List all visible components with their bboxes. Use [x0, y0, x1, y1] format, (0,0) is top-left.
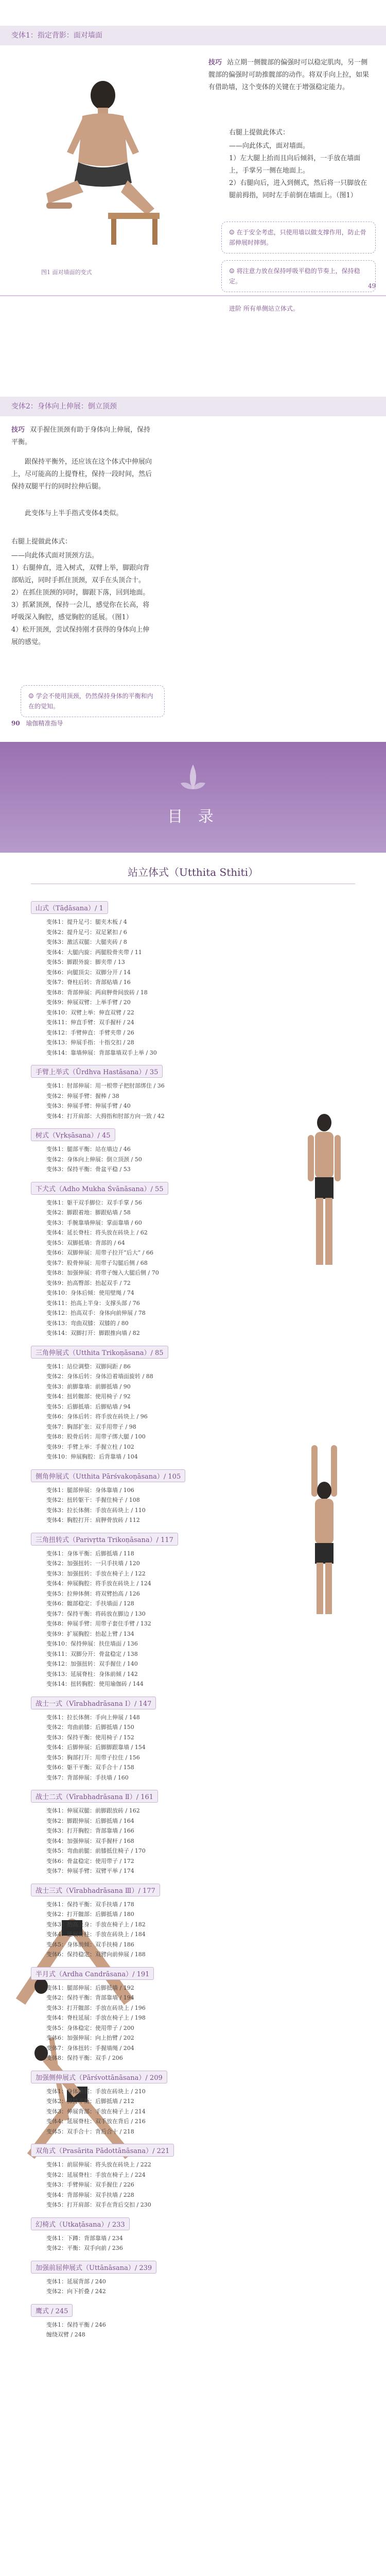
toc-entry[interactable]: 变体12：手臂伸直：手臂夹带 / 26	[46, 1029, 134, 1036]
toc-entry[interactable]: 变体6：骨盆稳定：使用带子 / 172	[46, 1857, 134, 1865]
toc-entry[interactable]: 变体2：身体向上伸展：倒立顶颈 / 50	[46, 1156, 142, 1163]
toc-entry[interactable]: 变体1：保持平衡：双手扶墙 / 178	[46, 1901, 134, 1908]
steps-list	[11, 550, 155, 649]
intro-body: 站立期一侧髋部的偏强时可以稳定肌肉，另一侧髋部的偏强时可助推髋部的动作。将双手向上拉，如果有借助墙，这个变体的关键在于增强稳定能力。	[208, 59, 370, 91]
toc-entry[interactable]: 变体3：打开髋部：手放在砖块上 / 196	[46, 2004, 146, 2011]
page-two	[0, 337, 386, 742]
toc-entry[interactable]: 变体2：延展脊柱：手放在椅子上 / 224	[46, 2171, 146, 2178]
toc-entry[interactable]: 变体6：躯干平衡：双手合十 / 158	[46, 1764, 134, 1771]
toc-entry[interactable]: 变体3：伸展手臂：伸展手臂 / 40	[46, 1103, 131, 1109]
steps-list	[229, 140, 371, 202]
toc-entry[interactable]: 变体3：伸展背部：手放在椅子上 / 214	[46, 2108, 146, 2115]
page-book-tag: 瑜伽精准指导	[26, 720, 63, 727]
footer-rule	[0, 295, 386, 296]
page-number	[11, 719, 63, 727]
toc-entry[interactable]: 变体13：弯曲双膝：双膝的 / 80	[46, 1319, 129, 1327]
toc-entry[interactable]: 变体1：肘部伸展：用一根带子把肘部绑住 / 36	[46, 1082, 165, 1089]
intro-text	[208, 57, 371, 94]
toc-section-heading[interactable]: 下犬式（Adho Mukha Śvānāsana）/ 55	[31, 1182, 168, 1195]
toc-entry[interactable]: 变体5：拉伸体侧：将双臂抬高 / 126	[46, 1590, 140, 1597]
toc-entry[interactable]: 变体3：激活双腿：大腿夹砖 / 8	[46, 939, 127, 945]
arms-up-figure	[296, 1445, 353, 1615]
toc-section-heading[interactable]: 加强前屈伸展式（Uttānāsana）/ 239	[31, 2261, 156, 2274]
chapter-heading: 站立体式（Utthita Sthiti）	[128, 866, 258, 878]
toc-entry[interactable]: 变体9：伸展双臂：上举手臂 / 20	[46, 999, 131, 1006]
toc-entry[interactable]: 变体8：伸展手臂：用带子套住手臂 / 132	[46, 1620, 151, 1627]
toc-section-heading[interactable]: 双角式（Prasārita Pādottānāsana）/ 221	[31, 2144, 174, 2157]
toc-entry[interactable]: 变体4：延展脊柱：手放在砖块上 / 184	[46, 1931, 146, 1938]
steps-title: 右腿上提做此体式：	[229, 129, 290, 137]
toc-entry[interactable]: 变体12：加强扭转：双手握住 / 140	[46, 1660, 138, 1667]
page-number-value: 90	[11, 720, 20, 727]
toc-section-heading[interactable]: 幻椅式（Utkaṭāsana）/ 233	[31, 2217, 130, 2230]
toc-entry[interactable]: 变体1：腿部伸展：身体靠墙 / 106	[46, 1486, 134, 1494]
toc-entry[interactable]: 变体11：伸直手臂：双手握杆 / 24	[46, 1019, 134, 1026]
toc-entry[interactable]: 变体3：保持平衡：使用椅子 / 152	[46, 1734, 134, 1741]
toc-entry[interactable]: 变体1：伸展双腿：前脚跟放砖 / 162	[46, 1807, 140, 1814]
intro-text	[11, 424, 155, 449]
toc-entry[interactable]: 变体3：抬高上身：手放在椅子上 / 182	[46, 1921, 146, 1928]
toc-entry[interactable]: 变体13：延展脊柱：身体前倾 / 142	[46, 1670, 138, 1677]
toc-entry[interactable]: 变体3：加强扭转：手放在椅子上 / 122	[46, 1570, 146, 1577]
intro-label: 技巧	[208, 59, 222, 66]
toc-entry[interactable]: 变体2：提升足弓：双足紧扣 / 6	[46, 928, 127, 936]
toc-entry[interactable]: 变体7：保持平衡：将砖放在脚边 / 130	[46, 1610, 146, 1617]
step-item: ——向此体式面对顶颈方法。	[11, 552, 99, 560]
step-item: 2）右腿向后，进入到侧式，然后将一只脚放在腿前拇指，同时左手前倒在墙面上。（图1）	[229, 179, 367, 199]
toc-entry[interactable]: 变体8：保持平衡：双手 / 206	[46, 2055, 123, 2061]
toc-entry[interactable]: 变体14：靠墙伸展：背部靠墙双手上举 / 30	[46, 1049, 157, 1056]
toc-body	[0, 853, 386, 2576]
toc-entry[interactable]: 变体1：延展背部 / 240	[46, 2278, 106, 2285]
figure-caption: 图1 面对墙面的变式	[41, 269, 92, 276]
toc-entry[interactable]: 变体2：向下折叠 / 242	[46, 2288, 106, 2295]
advance-note: 进阶 所有单侧站立体式。	[229, 305, 299, 312]
toc-entry[interactable]: 变体1：下蹲：背部靠墙 / 234	[46, 2234, 123, 2242]
toc-entry[interactable]: 变体5：双脚抵墙：背部的 / 64	[46, 1239, 125, 1246]
toc-entry[interactable]: 变体1：身体平衡：后脚抵墙 / 118	[46, 1550, 134, 1557]
body-paragraph: 此变体与上半手指式变体4类似。	[25, 510, 123, 517]
toc-entry[interactable]: 变体8：加强伸展：将带子缠入大腿后侧 / 70	[46, 1269, 159, 1276]
toc-entry[interactable]: 变体1：腿部伸展：后脚抵墙 / 192	[46, 1984, 134, 1991]
toc-entry[interactable]: 变体4：加强伸展：双手握杆 / 168	[46, 1837, 134, 1844]
toc-entry[interactable]: 变体3：手臂伸展：双手握住 / 226	[46, 2181, 134, 2188]
toc-entry[interactable]: 变体8：背部伸展：两肩胛骨间放砖 / 18	[46, 989, 148, 996]
toc-entry[interactable]: 变体1：身体前屈：手放在砖块上 / 210	[46, 2088, 146, 2095]
toc-entry[interactable]: 变体6：保持稳定：双臂向前伸展 / 188	[46, 1951, 146, 1958]
toc-entry[interactable]: 变体3：打开胸腔：背部靠墙 / 166	[46, 1827, 134, 1834]
toc-entry[interactable]: 变体7：背部伸展：手扶墙 / 160	[46, 1774, 129, 1781]
toc-entry[interactable]: 变体2：扭转躯干：手握住椅子 / 108	[46, 1497, 140, 1503]
toc-entry[interactable]: 变体1：前屈伸展：将头放在砖块上 / 222	[46, 2161, 151, 2168]
toc-entry[interactable]: 变体10：双臂上举：伸直双臂 / 22	[46, 1009, 134, 1016]
toc-entry[interactable]: 变体12：抬高双手：身体向前伸展 / 78	[46, 1310, 146, 1316]
toc-entry[interactable]: 变体4：打开肩部：大拇指和肘部方向一致 / 42	[46, 1112, 165, 1120]
toc-entry[interactable]: 变体9：扩展胸腔：抬起上臂 / 134	[46, 1630, 134, 1637]
toc-entry[interactable]: 变体10：身体后倾：使用壁绳 / 74	[46, 1290, 134, 1296]
step-item: 2）在抓住顶颈的同时，脚跟下落，回到地面。	[11, 589, 150, 597]
toc-entry[interactable]: 缠绕双臂 / 248	[46, 2331, 85, 2338]
toc-entry[interactable]: 变体6：加强伸展：向上抬臂 / 202	[46, 2035, 134, 2041]
toc-section-heading[interactable]: 侧角伸展式（Utthita Pārśvakoṇāsana）/ 105	[31, 1469, 185, 1482]
toc-section-heading[interactable]: 树式（Vṛkṣāsana）/ 45	[31, 1128, 115, 1141]
toc-entry[interactable]: 变体4：伸展胸腔：将手放在砖块上 / 124	[46, 1580, 151, 1587]
toc-entry[interactable]: 变体5：身体稳定：使用带子 / 200	[46, 2024, 134, 2031]
toc-entry[interactable]: 变体11：双脚分开：骨盆稳定 / 138	[46, 1650, 138, 1657]
step-item: 1）左大腿上抬而且向后倾斜，一手放在墙面上，手掌另一侧在地面上。	[229, 155, 361, 175]
toc-entry[interactable]: 变体2：打开髋部：后脚抵墙 / 180	[46, 1911, 134, 1918]
toc-entry[interactable]: 变体1：站位调整：双脚间距 / 86	[46, 1363, 131, 1370]
intro-label: 技巧	[11, 426, 25, 434]
toc-section-heading[interactable]: 战士三式（Vīrabhadrāsana Ⅲ）/ 177	[31, 1884, 160, 1896]
toc-section-heading[interactable]: 鹰式 / 245	[31, 2304, 73, 2317]
toc-entry[interactable]: 变体5：脚跟外旋：脚夹带 / 13	[46, 959, 125, 965]
lotus-icon	[178, 762, 208, 793]
steps-title: 右腿上提做此体式：	[11, 538, 72, 546]
toc-entry[interactable]: 变体7：股骨伸展：用带子勾腿后侧 / 68	[46, 1259, 148, 1266]
toc-entry[interactable]: 变体1：拉长体侧：手向上伸展 / 148	[46, 1714, 140, 1721]
page-number: 49	[368, 282, 376, 290]
toc-entry[interactable]: 变体9：手臂上举：手握立柱 / 102	[46, 1443, 134, 1450]
toc-entry[interactable]: 变体4：扭转髋部：使用椅子 / 92	[46, 1393, 131, 1400]
toc-entry[interactable]: 变体4：背部伸展：双手扶墙 / 228	[46, 2191, 134, 2198]
toc-entry[interactable]: 变体6：双脚伸展：用带子拉开“后大” / 66	[46, 1249, 153, 1256]
step-item: 3）抓紧顶颈，保持一会儿，感觉你在长高，将呼吸深入胸腔，感觉胸腔的延展。（图1）	[11, 601, 150, 621]
toc-entry[interactable]: 变体10：伸展胸腔：后背靠墙 / 104	[46, 1453, 138, 1460]
toc-entry[interactable]: 变体6：身体后转：将手放在砖块上 / 96	[46, 1413, 148, 1420]
toc-entry[interactable]: 变体14：双脚打开：脚跟推向墙 / 82	[46, 1330, 140, 1336]
toc-entry[interactable]: 变体4：脊柱延展：手放在椅子上 / 198	[46, 2014, 146, 2021]
toc-entry[interactable]: 变体5：身体前倾：双手扶椅 / 186	[46, 1941, 134, 1948]
toc-entry[interactable]: 变体2：伸展手臂：握棒 / 38	[46, 1092, 119, 1099]
toc-entry[interactable]: 变体1：保持平衡 / 246	[46, 2321, 106, 2328]
toc-entry[interactable]: 变体4：延长脊柱：将头放在砖块上 / 62	[46, 1229, 148, 1236]
toc-entry[interactable]: 变体5：打开肩部：双手在背后交扣 / 230	[46, 2201, 151, 2208]
toc-entry[interactable]: 变体2：身体后转：身体沿着墙面旋转 / 88	[46, 1373, 153, 1380]
step-item: 4）松开顶颈，尝试保持刚才获得的身体向上伸展的感觉。	[11, 626, 150, 646]
page-one	[0, 0, 386, 337]
toc-title-band	[0, 742, 386, 853]
toc-entry[interactable]: 变体2：保持平衡：后脚抵墙 / 212	[46, 2098, 134, 2105]
section-tag	[0, 26, 386, 45]
toc-entry[interactable]: 变体8：股骨后转：用带子绑大腿 / 100	[46, 1433, 146, 1440]
toc-entry[interactable]: 变体6：向腿顶尖：双脚分开 / 14	[46, 969, 131, 976]
toc-entry[interactable]: 变体7：伸展手臂：双臂平举 / 174	[46, 1868, 134, 1874]
intro-body: 双手握住顶颈有助于身体向上伸展，保持平衡。	[11, 426, 151, 446]
toc-entry[interactable]: 变体4：大腿内旋：两腿股骨夹带 / 11	[46, 948, 142, 956]
toc-entry[interactable]: 变体7：脊柱后转：背部贴墙 / 16	[46, 979, 131, 986]
toc-entry[interactable]: 变体10：保持伸展：扶住墙面 / 136	[46, 1640, 138, 1647]
section-tag	[0, 397, 386, 416]
toc-section-heading[interactable]: 战士二式（Vīrabhadrāsana Ⅱ）/ 161	[31, 1790, 158, 1803]
tip-note: ☺ 将注意力放在保持呼吸平稳的节奏上，保持稳定。	[221, 260, 376, 292]
tip-note: ☺ 学会不使用顶颈，仍然保持身体的平衡和内在的觉知。	[21, 685, 165, 717]
toc-entry[interactable]: 变体14：扭转胸腔：使用瑜伽砖 / 144	[46, 1681, 144, 1687]
toc-entry[interactable]: 变体7：胸部扩张：双手用带子 / 98	[46, 1423, 136, 1430]
toc-section-heading[interactable]: 山式（Tāḍāsana）/ 1	[31, 901, 108, 914]
toc-entry[interactable]: 变体11：抬高上半身：支撑头部 / 76	[46, 1299, 140, 1307]
toc-section-heading[interactable]: 三角扭转式（Parivṛtta Trikoṇāsana）/ 117	[31, 1533, 178, 1546]
body-paragraph: 跟保持平衡外，还应该在这个体式中伸展向上，尽可能高的上提脊柱，保持一段时间，然后保持双腿平行的同时拉伸后腿。	[11, 458, 152, 490]
toc-entry[interactable]: 变体3：手腕靠墙伸展：掌面靠墙 / 60	[46, 1219, 142, 1226]
toc-entry[interactable]: 变体4：胸腔打开：肩胛骨放砖 / 112	[46, 1517, 140, 1523]
toc-entry[interactable]: 变体13：伸展手指：十指交扣 / 28	[46, 1039, 134, 1046]
toc-entry[interactable]: 变体1：躯干双手脚位：双手手掌 / 56	[46, 1199, 142, 1206]
toc-section-heading[interactable]: 战士一式（Vīrabhadrāsana Ⅰ）/ 147	[31, 1697, 156, 1709]
toc-entry[interactable]: 变体3：拉长体侧：手放在砖块上 / 110	[46, 1506, 146, 1514]
toc-title: 目 录	[167, 808, 219, 826]
toc-entry[interactable]: 变体5：双手合十：背后合十 / 218	[46, 2128, 134, 2135]
toc-entry[interactable]: 变体1：腿部平衡：站在墙边 / 46	[46, 1146, 131, 1153]
toc-section-heading[interactable]: 手臂上举式（Ūrdhva Hastāsana）/ 35	[31, 1065, 163, 1078]
toc-section-heading[interactable]: 三角伸展式（Utthita Trikoṇāsana）/ 85	[31, 1346, 168, 1359]
toc-entry[interactable]: 变体5：胸部打开：用带子拉住 / 156	[46, 1754, 140, 1761]
step-item: ——向此体式，面对墙面。	[229, 142, 310, 150]
pose-figure	[36, 75, 170, 250]
standing-figure	[293, 1110, 355, 1270]
toc-entry[interactable]: 变体2：脚跟伸展：后脚抵墙 / 164	[46, 1817, 134, 1824]
toc-entry[interactable]: 变体5：后脚抵墙：后脚贴墙 / 94	[46, 1403, 131, 1410]
toc-section-heading[interactable]: 加强侧伸展式（Pārśvottānāsana）/ 209	[31, 2071, 167, 2083]
toc-entry[interactable]: 变体2：平衡：双手向前 / 236	[46, 2245, 123, 2251]
toc-entry[interactable]: 变体3：保持平衡：骨盆平稳 / 53	[46, 1166, 131, 1173]
toc-entry[interactable]: 变体7：身体扭转：手握墙绳 / 204	[46, 2044, 134, 2052]
section-tag-text: 变体1：指定背影：面对墙面	[11, 31, 102, 40]
toc-entry[interactable]: 变体5：弯曲前腿：前膝抵住椅子 / 170	[46, 1848, 146, 1854]
tip-note: ☺ 在于安全考虑，只使用墙以做支撑作用，防止骨部伸展时摔倒。	[221, 222, 376, 253]
toc-entry[interactable]: 变体2：脚跟着地：脚跟贴墙 / 58	[46, 1209, 131, 1216]
toc-entry[interactable]: 变体9：抬高臀部：抬起双手 / 72	[46, 1279, 131, 1286]
toc-entry[interactable]: 变体2：加强扭转：一只手扶墙 / 120	[46, 1560, 140, 1567]
toc-entry[interactable]: 变体4：延展脊柱：双手放在背后 / 216	[46, 2118, 146, 2125]
toc-header	[0, 742, 386, 853]
toc-entry[interactable]: 变体6：髋部稳定：手扶墙面 / 128	[46, 1600, 134, 1607]
step-item: 1）右腿伸直，进入树式，双臂上举，脚跟向背部贴近，同时手抓住顶颈，双手在头顶合十。	[11, 564, 150, 584]
toc-entry[interactable]: 变体3：前脚靠墙：前脚抵墙 / 90	[46, 1383, 131, 1390]
toc-entry[interactable]: 变体4：后脚伸展：后脚脚跟靠墙 / 154	[46, 1744, 146, 1751]
toc-entry[interactable]: 变体2：弯曲前膝：后脚抵墙 / 150	[46, 1724, 134, 1731]
toc-entry[interactable]: 变体2：保持平衡：背部靠墙 / 194	[46, 1994, 134, 2001]
toc-entry[interactable]: 变体1：提升足弓：腿夹木板 / 4	[46, 919, 127, 925]
toc-section-heading[interactable]: 半月式（Ardha Candrāsana）/ 191	[31, 1967, 154, 1980]
section-tag-text: 变体2：身体向上伸展：倒立顶颈	[11, 402, 117, 411]
toc-list	[31, 894, 288, 2340]
